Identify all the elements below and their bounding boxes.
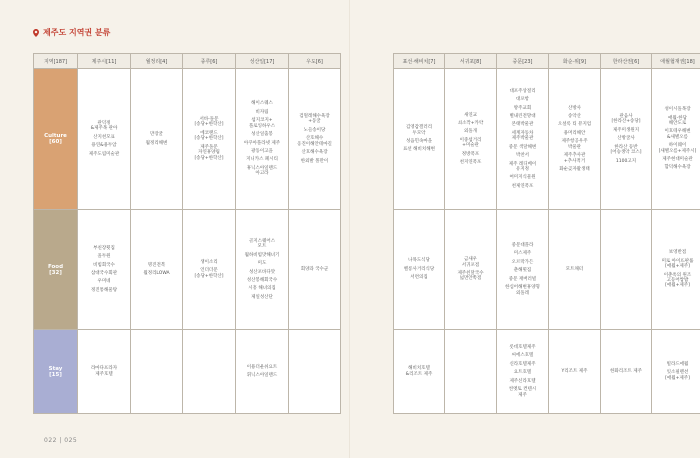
place-name: 부친장횟집 xyxy=(93,245,115,251)
table-cell xyxy=(236,330,289,414)
column-header: 서귀포[8] xyxy=(445,54,497,69)
place-list xyxy=(290,114,339,164)
table-cell xyxy=(394,69,445,210)
place-name: 서련의집 xyxy=(410,275,428,281)
place-name: 천지연폭포 xyxy=(459,160,482,166)
table-row-food xyxy=(394,210,700,330)
table-cell xyxy=(183,330,236,414)
place-list xyxy=(79,121,129,157)
place-name: 방주교회 xyxy=(513,105,532,111)
column-header: 성산일[17] xyxy=(236,54,289,69)
column-header: 월정리[4] xyxy=(131,54,183,69)
place-name: 이용더운쉬요트 xyxy=(246,364,278,370)
place-name: 성읍민속마을 xyxy=(405,139,433,144)
place-name: 제주신라호텔 xyxy=(509,378,536,384)
category-stay: Stay [15] xyxy=(34,330,78,414)
place-name: 산지천모표 xyxy=(93,134,115,140)
place-name: 하이웨이 [새별오름+제주시] xyxy=(658,143,697,154)
table-cell xyxy=(601,69,652,210)
place-name: 검멀레해수욕장 +동굴 xyxy=(299,114,330,125)
place-list xyxy=(602,114,650,164)
table-cell xyxy=(131,210,183,330)
place-name: 송악산 xyxy=(567,114,582,120)
place-name: 삼대국수회관 xyxy=(90,271,118,276)
place-name: 모트채터 xyxy=(565,266,584,272)
table-cell xyxy=(652,330,700,414)
table-row-culture xyxy=(394,69,700,210)
column-header: 우도[6] xyxy=(289,54,341,69)
place-name: 아쿠아플라넷 제주 xyxy=(243,140,281,146)
place-name: 신라호텔제주 xyxy=(509,361,536,367)
place-name: 함덕해수욕장 xyxy=(664,165,691,171)
place-name: 비자림 xyxy=(255,109,269,115)
table-cell xyxy=(289,330,341,414)
place-name: 중문 재버러빌 xyxy=(508,276,537,282)
place-list xyxy=(550,267,599,272)
place-name: 월정리LOWA xyxy=(143,271,170,276)
region-table-left xyxy=(33,53,341,414)
place-name: 해비치호텔 &리조트 제주 xyxy=(405,366,433,377)
place-name: 관음사 [한라산+송당] xyxy=(611,114,641,125)
place-name: 광동이고을 xyxy=(251,148,273,154)
table-cell xyxy=(78,330,131,414)
table-cell xyxy=(131,69,183,210)
place-name: 정방폭포 xyxy=(461,151,480,157)
place-name: 잇소필렌션 [애월+제주] xyxy=(665,370,690,381)
column-header: 화순·위[9] xyxy=(549,54,601,69)
place-list xyxy=(550,369,599,374)
place-name: 산방사 xyxy=(567,105,582,111)
place-list xyxy=(79,366,129,377)
table-cell xyxy=(78,210,131,330)
table-cell xyxy=(549,69,601,210)
place-name: 휴닉스아일랜드 아고라 xyxy=(246,165,278,177)
category-culture: Culture [60] xyxy=(34,69,78,210)
table-row-food xyxy=(34,210,341,330)
section-heading xyxy=(33,27,110,38)
place-name: 화순곶자왈생태 xyxy=(559,166,590,172)
place-list xyxy=(184,117,234,161)
place-name: 만장굴 xyxy=(149,132,164,138)
place-name: 산호해수 옹진이해안테마길 xyxy=(297,136,332,147)
table-cell xyxy=(78,69,131,210)
column-header: 표선·해비치[7] xyxy=(394,54,445,69)
place-name: 회양과 국수군 xyxy=(300,266,329,272)
place-list xyxy=(395,258,443,280)
place-name: 나목도식당 xyxy=(408,258,430,264)
place-name: 우미네 xyxy=(97,279,111,285)
right-page xyxy=(350,0,700,458)
place-name: 롯데호텔제주 xyxy=(509,345,536,351)
place-name: 섭지코지+ 플로잉하우스 xyxy=(248,118,276,129)
place-name: 제주 레디베이 유지정 xyxy=(508,161,537,172)
place-name: 오설록 티 뮤지엄 xyxy=(557,122,592,128)
place-list xyxy=(237,239,287,300)
place-list xyxy=(550,106,599,173)
place-name: 한심어해변휴양형 외돌레 xyxy=(505,285,540,296)
table-cell xyxy=(236,69,289,210)
place-list xyxy=(395,125,443,153)
place-name: 이춘옥의 원조 고등어쌈밥 [애월+제주] xyxy=(663,272,692,289)
column-header: 종루[6] xyxy=(183,54,236,69)
place-name: 보영반점 xyxy=(668,250,687,256)
place-name: 제주미생원지 xyxy=(612,127,640,133)
place-name: 미스제주 xyxy=(513,251,532,257)
place-name: 중문 색달해변 xyxy=(508,144,537,150)
table-cell xyxy=(445,69,497,210)
table-cell xyxy=(497,210,549,330)
table-cell xyxy=(394,330,445,414)
table-cell xyxy=(131,330,183,414)
place-name: 본태박물관 xyxy=(511,122,534,128)
table-cell xyxy=(445,330,497,414)
place-name: 월정리해변 xyxy=(145,140,168,146)
place-name: 새연교 xyxy=(463,112,478,118)
place-list xyxy=(653,362,700,381)
place-list xyxy=(602,369,650,374)
place-name: 미도 xyxy=(257,261,267,267)
place-name: 1100고지 xyxy=(615,158,637,164)
place-name: 씨에스호텔 xyxy=(511,353,534,359)
place-list xyxy=(498,89,547,189)
place-name: 쇠소깍+카약 xyxy=(457,120,484,126)
place-name: 대포주상절리 xyxy=(509,88,536,94)
place-name: 한라산 등반 [어승생악 코스] xyxy=(610,144,642,156)
place-list xyxy=(237,101,287,176)
place-name: 산방굴사 xyxy=(617,136,635,142)
place-name: 라마다프라자 제주호텔 xyxy=(90,366,118,377)
table-cell xyxy=(549,210,601,330)
place-name: 제주현대미술관 xyxy=(662,157,693,163)
place-name: 대포항 xyxy=(515,97,530,103)
place-name: 성산봉해회국수 xyxy=(246,277,278,283)
place-name: 노들송이당 xyxy=(303,127,326,133)
page-number: 022 | 025 xyxy=(44,437,78,444)
place-name: 여미지식물원 xyxy=(509,175,536,181)
place-name: 오르막가든 xyxy=(511,259,534,265)
column-header: 중문[23] xyxy=(497,54,549,69)
place-name: 한외발 폴만이 xyxy=(300,158,329,164)
place-name: 비빔회국수 xyxy=(93,262,115,268)
table-cell xyxy=(652,210,700,330)
place-name: 김영갑갤러리 두모악 xyxy=(405,125,433,136)
place-list xyxy=(132,132,181,146)
page-title: 제주도 지역권 분류 xyxy=(43,28,111,37)
region-table-right xyxy=(393,53,700,414)
place-name: 올두원 xyxy=(97,254,111,260)
column-header: 애월협재권[18] xyxy=(652,54,700,69)
place-list xyxy=(498,243,547,296)
place-name: Y리조트 제주 xyxy=(561,368,588,374)
table-cell xyxy=(445,210,497,330)
place-name: 중문대플라 xyxy=(511,243,534,249)
place-name: 외돌개 xyxy=(463,129,478,135)
place-list xyxy=(132,263,181,277)
place-name: 미로 아이뜨판률 [애월+제주] xyxy=(661,258,694,270)
place-name: 금새우 서귀포점 xyxy=(461,257,480,268)
place-name: 제주쉰달국수 넓면안쪽점 xyxy=(457,271,484,282)
table-cell xyxy=(289,69,341,210)
place-name: 산호해수욕장 xyxy=(301,150,328,156)
place-name: 성이시돌목장 xyxy=(664,107,691,113)
table-row-stay xyxy=(394,330,700,414)
table-cell xyxy=(183,210,236,330)
place-name: 제주추사관 +추사적거 xyxy=(563,153,586,164)
place-name: 이중섭거리 +미술관 xyxy=(459,137,482,149)
table-cell xyxy=(601,330,652,414)
table-cell xyxy=(236,210,289,330)
table-cell xyxy=(549,330,601,414)
place-list xyxy=(184,260,234,279)
place-name: 용머리해안 xyxy=(563,130,586,136)
column-header: 지역[187] xyxy=(34,54,78,69)
place-name: 정진통해물탕 xyxy=(90,287,118,293)
table-cell xyxy=(601,210,652,330)
place-name: 박찬서 xyxy=(515,153,530,159)
place-name: 빌라드애월 xyxy=(666,361,689,367)
place-name: 지니카스 폐시티 xyxy=(246,157,278,163)
place-name: 월하비빔맛해녀기 xyxy=(244,252,280,258)
place-name: 별내린전망대 xyxy=(509,114,536,120)
place-name: 서바-돌문 [송당+한학산] xyxy=(194,117,224,128)
place-list xyxy=(290,267,339,272)
place-name: 성산포바다맛 xyxy=(248,269,276,275)
place-list xyxy=(237,365,287,379)
place-name: 명진전복 xyxy=(147,262,166,268)
place-name: 이호테우해변 &새별오름 xyxy=(664,129,691,140)
place-name: 한화리조트 제주 xyxy=(610,368,642,374)
place-name: 시흥 해녀의집 xyxy=(248,286,276,292)
place-name: 씬엣토 컨텐시 제주 xyxy=(508,387,537,398)
table-cell xyxy=(394,210,445,330)
place-name: 세계자동차 제주박물관 xyxy=(511,130,534,142)
place-name: 제일성산단 xyxy=(251,294,273,300)
place-name: 해이스퀘스 xyxy=(251,101,273,107)
place-name: 벨롱사거리식당 xyxy=(403,266,435,272)
table-cell xyxy=(183,69,236,210)
place-name: 표선 해비치해변 xyxy=(403,147,435,153)
place-name: 관덕정 &제주목 관아 xyxy=(90,120,118,132)
place-list xyxy=(79,246,129,293)
table-cell xyxy=(497,330,549,414)
table-cell xyxy=(652,69,700,210)
place-name: 요트호텔 xyxy=(513,370,532,376)
place-list xyxy=(498,345,547,398)
place-name: 천제연폭포 xyxy=(511,183,534,189)
place-name: 애월-한담 해안도로 xyxy=(667,115,687,126)
place-name: 춘해횟집 xyxy=(513,268,532,274)
place-name: 생이소리 xyxy=(200,259,218,265)
place-name: 언더더문 [송당+한학산] xyxy=(194,268,224,279)
table-row-stay xyxy=(34,330,341,414)
map-pin-icon xyxy=(33,29,39,37)
place-list xyxy=(446,113,495,166)
column-header: 한라산권[6] xyxy=(601,54,652,69)
table-header-row xyxy=(34,54,341,69)
place-name: 제주도립미술관 xyxy=(88,151,120,157)
place-name: 제주돌문 자연휴양림 [송당+한학산] xyxy=(194,144,224,161)
place-name: 에코랜드 [송당+한학산] xyxy=(194,130,224,142)
table-row-culture xyxy=(34,69,341,210)
place-list xyxy=(446,257,495,282)
column-header: 제주시[11] xyxy=(78,54,131,69)
table-cell xyxy=(289,210,341,330)
place-list xyxy=(653,250,700,288)
table-header-row xyxy=(394,54,700,69)
place-name: 휘닉스아일랜드 xyxy=(246,373,278,378)
category-food: Food [32] xyxy=(34,210,78,330)
place-list xyxy=(395,366,443,377)
place-name: 제주항공우주 박물관 xyxy=(561,139,588,150)
place-list xyxy=(653,107,700,171)
table-cell xyxy=(497,69,549,210)
place-name: 골지스퀘어스 모트 xyxy=(248,238,276,250)
place-name: 용연&용두암 xyxy=(91,143,117,149)
place-name: 성산일출봉 xyxy=(251,132,273,138)
